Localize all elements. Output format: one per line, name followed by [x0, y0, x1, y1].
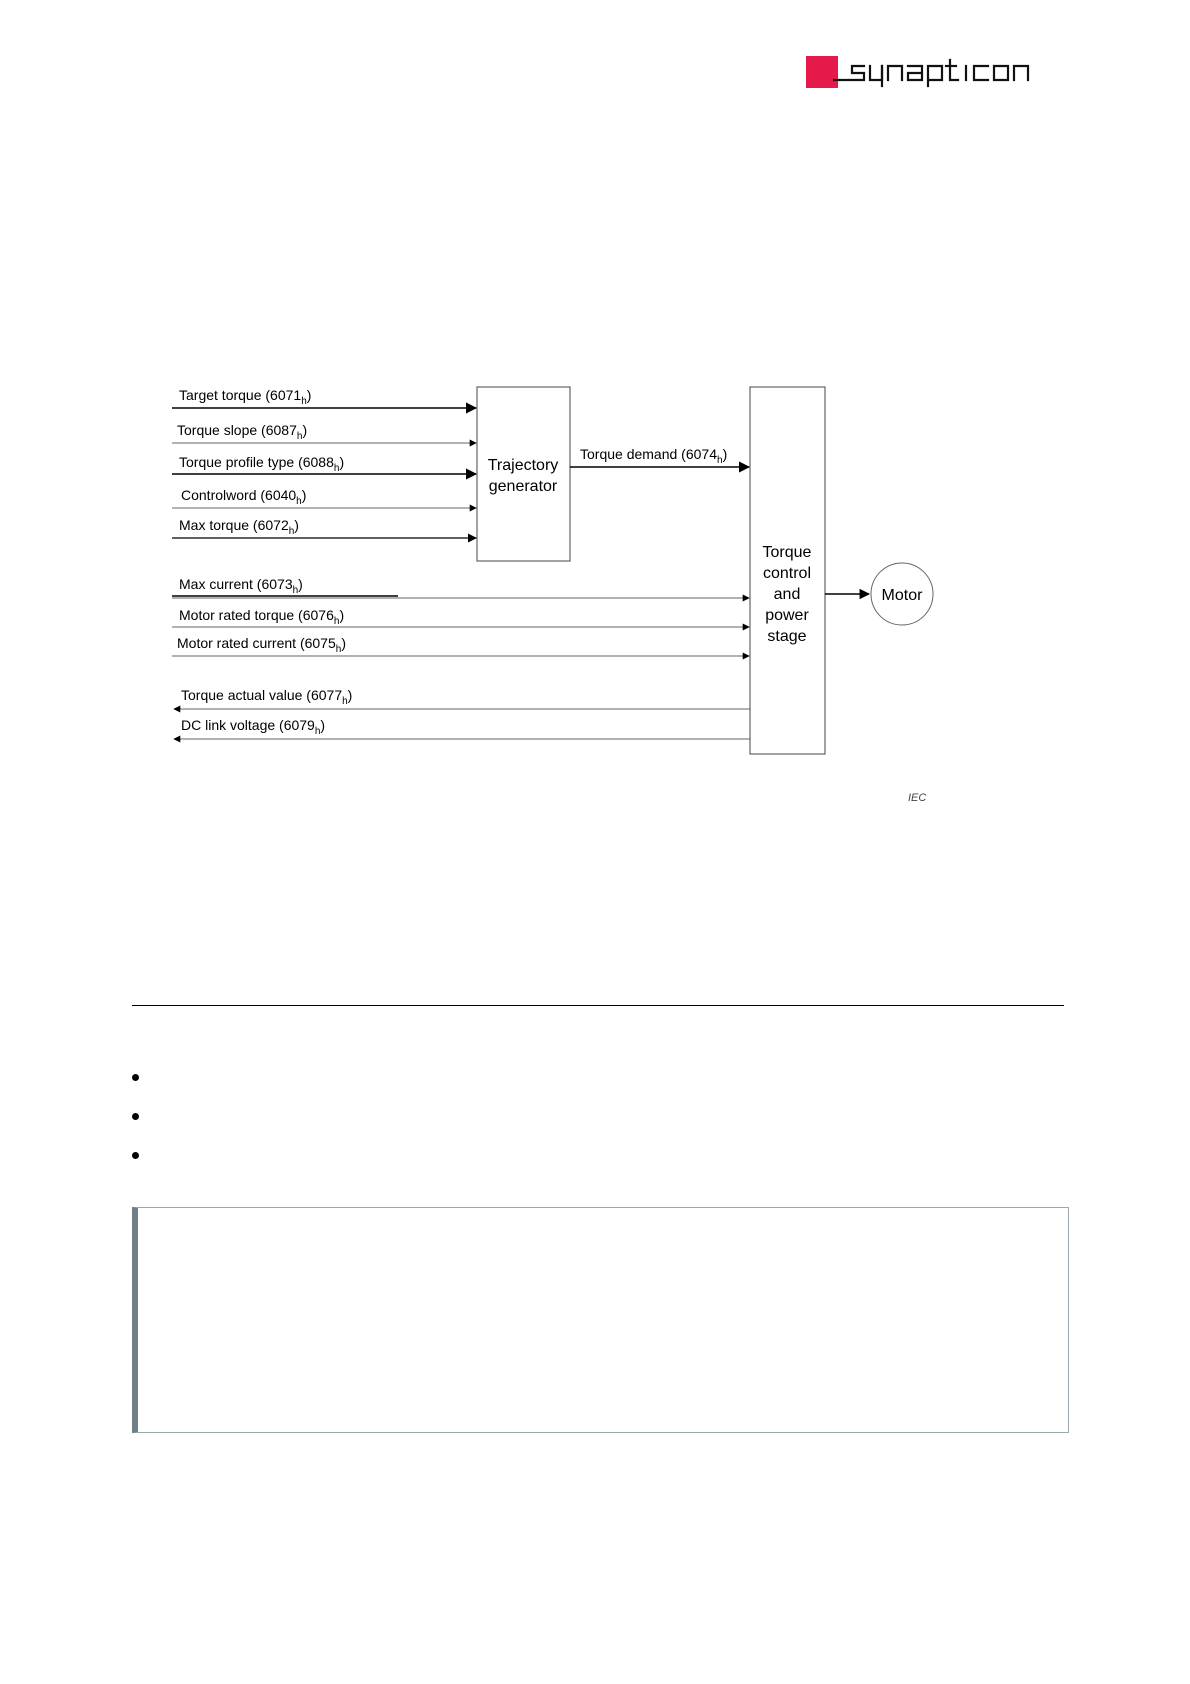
label-torque-profile-type: Torque profile type $(6088_h)$: [179, 454, 345, 474]
torque-mode-block-diagram: [0, 0, 1190, 820]
label-max-current: Max current $(6073_h)$: [179, 576, 303, 596]
list-item: [132, 1144, 1032, 1183]
bullet-list: [132, 1066, 1032, 1183]
trajectory-label-1: Trajectory: [487, 457, 559, 474]
section-divider: [132, 1005, 1064, 1006]
torque-block-label-4: power: [765, 607, 809, 624]
label-torque-slope: Torque slope $(6087_h)$: [177, 422, 308, 442]
motor-label: Motor: [881, 587, 923, 604]
bullet-dot: [132, 1152, 139, 1159]
bullet-dot: [132, 1074, 139, 1081]
list-item: [132, 1066, 1032, 1105]
label-motor-rated-current: Motor rated current $(6075_h)$: [177, 635, 346, 655]
torque-block-label-5: stage: [767, 628, 807, 645]
torque-block-label-2: control: [762, 565, 812, 582]
torque-block-label-3: and: [773, 586, 801, 603]
torque-block-label-1: Torque: [762, 544, 812, 561]
trajectory-generator-block: [477, 387, 570, 561]
label-controlword: Controlword $(6040_h)$: [181, 487, 307, 507]
bullet-dot: [132, 1113, 139, 1120]
note-box: [132, 1207, 1069, 1433]
iec-source-label: IEC: [908, 792, 927, 804]
label-motor-rated-torque: Motor rated torque $(6076_h)$: [179, 607, 345, 627]
label-torque-actual-value: Torque actual value $(6077_h)$: [181, 687, 353, 707]
label-torque-demand: Torque demand $(6074_h)$: [580, 446, 728, 466]
label-target-torque: Target torque $(6071_h)$: [179, 387, 312, 407]
list-item: [132, 1105, 1032, 1144]
trajectory-label-2: generator: [488, 478, 558, 495]
label-dc-link-voltage: DC link voltage $(6079_h)$: [181, 717, 326, 737]
label-max-torque: Max torque $(6072_h)$: [179, 517, 299, 537]
